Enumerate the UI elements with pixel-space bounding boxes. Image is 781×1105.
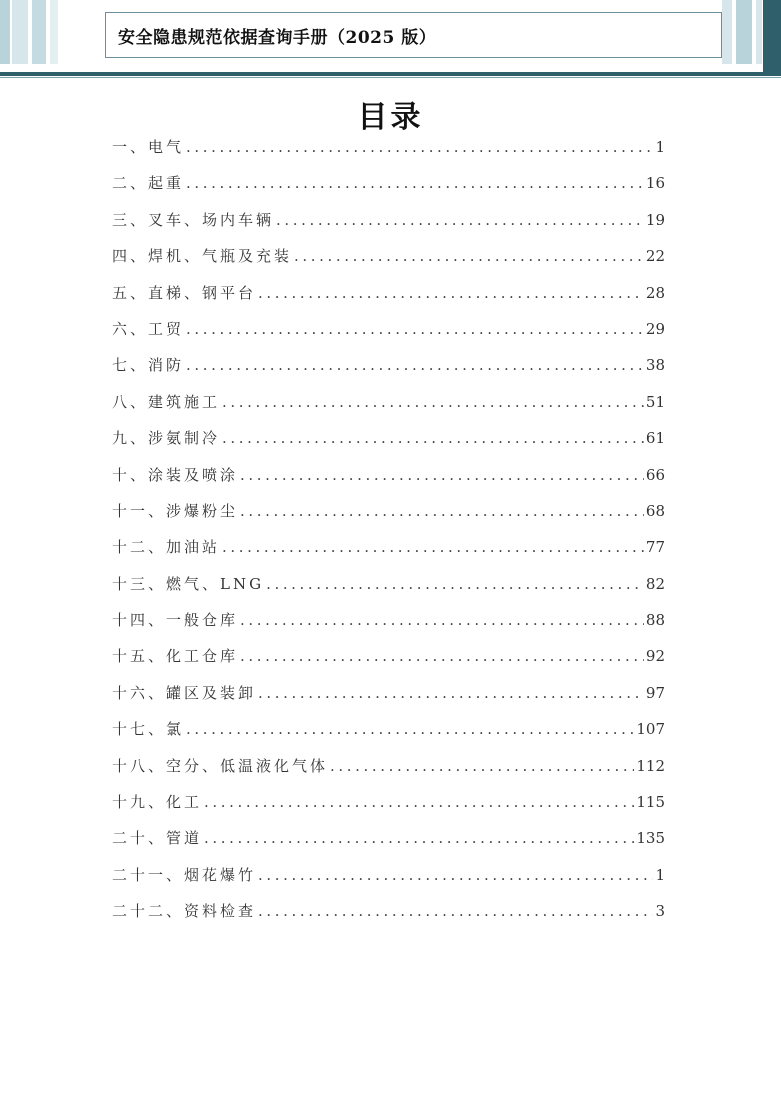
toc-entry-page: 115	[636, 793, 665, 812]
toc-entry[interactable]	[112, 755, 665, 791]
toc-dot-leader	[276, 211, 644, 229]
toc-entry[interactable]	[112, 682, 665, 718]
toc-entry-label: 二十、管道	[112, 829, 203, 848]
toc-entry[interactable]	[112, 427, 665, 463]
toc-entry[interactable]	[112, 391, 665, 427]
toc-dot-leader	[204, 793, 634, 811]
header-stripe-dark	[763, 0, 781, 76]
toc-entry-page: 28	[645, 283, 665, 302]
page-header	[0, 0, 781, 80]
toc-dot-leader	[186, 138, 653, 156]
header-stripe	[756, 0, 762, 64]
toc-entry-page: 16	[645, 174, 665, 193]
toc-entry[interactable]	[112, 900, 665, 936]
header-rule-thin	[0, 77, 781, 78]
toc-dot-leader	[186, 720, 634, 738]
toc-entry-page: 38	[645, 356, 665, 375]
toc-entry[interactable]	[112, 136, 665, 172]
toc-entry[interactable]	[112, 609, 665, 645]
toc-entry-page: 1	[655, 138, 665, 156]
toc-dot-leader	[258, 284, 644, 302]
header-stripe	[736, 0, 752, 64]
toc-dot-leader	[222, 429, 644, 447]
toc-entry-page: 22	[645, 247, 665, 266]
toc-entry[interactable]	[112, 500, 665, 536]
toc-heading: 目录	[357, 100, 424, 135]
toc-entry[interactable]	[112, 536, 665, 572]
header-stripe	[12, 0, 28, 64]
toc-entry-label: 二十一、烟花爆竹	[112, 865, 257, 884]
toc-entry-page: 3	[655, 902, 665, 921]
toc-entry-page: 68	[645, 501, 665, 520]
toc-dot-leader	[186, 174, 644, 192]
toc-entry[interactable]	[112, 827, 665, 863]
toc-dot-leader	[240, 502, 644, 520]
toc-entry-label: 三、叉车、场内车辆	[112, 210, 275, 229]
toc-entry[interactable]	[112, 282, 665, 318]
toc-dot-leader	[204, 829, 634, 847]
toc-dot-leader	[240, 466, 644, 484]
table-of-contents	[112, 136, 665, 937]
toc-dot-leader	[222, 538, 644, 556]
toc-entry-label: 六、工贸	[112, 319, 185, 338]
toc-dot-leader	[258, 902, 653, 920]
toc-entry-page: 61	[645, 429, 665, 448]
toc-entry-page: 1	[655, 865, 665, 884]
toc-dot-leader	[222, 393, 644, 411]
document-title-box	[105, 12, 722, 58]
toc-entry-page: 135	[636, 829, 665, 848]
toc-entry-label: 十六、罐区及装卸	[112, 683, 257, 702]
toc-entry-page: 29	[645, 319, 665, 338]
toc-dot-leader	[186, 356, 644, 374]
toc-entry-label: 十八、空分、低温液化气体	[112, 756, 329, 775]
toc-entry-label: 八、建筑施工	[112, 392, 221, 411]
toc-dot-leader	[258, 866, 653, 884]
toc-entry[interactable]	[112, 864, 665, 900]
toc-dot-leader	[294, 247, 644, 265]
toc-entry-page: 19	[645, 210, 665, 229]
toc-entry-page: 77	[645, 538, 665, 557]
toc-dot-leader	[186, 320, 644, 338]
toc-entry-label: 二、起重	[112, 174, 185, 193]
header-rule	[0, 72, 781, 76]
toc-entry[interactable]	[112, 464, 665, 500]
toc-entry[interactable]	[112, 172, 665, 208]
toc-entry-label: 十、涂装及喷涂	[112, 465, 239, 484]
toc-entry-page: 82	[645, 574, 665, 593]
toc-entry-page: 66	[645, 465, 665, 484]
toc-entry-page: 51	[645, 392, 665, 411]
toc-entry-label: 十五、化工仓库	[112, 647, 239, 666]
toc-entry-label: 九、涉氨制冷	[112, 429, 221, 448]
toc-entry-label: 十四、一般仓库	[112, 611, 239, 630]
toc-entry[interactable]	[112, 209, 665, 245]
toc-entry-page: 107	[636, 720, 665, 739]
toc-entry[interactable]	[112, 573, 665, 609]
toc-entry-page: 112	[636, 756, 665, 775]
toc-entry[interactable]	[112, 791, 665, 827]
toc-entry-label: 十三、燃气、LNG	[112, 574, 265, 593]
toc-entry-page: 97	[645, 683, 665, 702]
toc-dot-leader	[266, 575, 644, 593]
toc-entry-label: 十七、氯	[112, 720, 185, 739]
toc-entry-label: 五、直梯、钢平台	[112, 283, 257, 302]
header-stripe	[32, 0, 46, 64]
toc-entry[interactable]	[112, 354, 665, 390]
toc-entry[interactable]	[112, 318, 665, 354]
toc-entry-page: 92	[645, 647, 665, 666]
header-stripe	[722, 0, 732, 64]
toc-entry[interactable]	[112, 718, 665, 754]
header-stripe	[0, 0, 10, 64]
toc-entry[interactable]	[112, 645, 665, 681]
toc-entry-label: 十二、加油站	[112, 538, 221, 557]
toc-dot-leader	[258, 684, 644, 702]
toc-entry[interactable]	[112, 245, 665, 281]
header-stripe	[50, 0, 58, 64]
toc-entry-label: 四、焊机、气瓶及充装	[112, 247, 293, 266]
toc-entry-label: 十九、化工	[112, 793, 203, 812]
toc-entry-label: 二十二、资料检查	[112, 902, 257, 921]
document-title: 安全隐患规范依据查询手册（2025 版）	[118, 27, 437, 48]
toc-entry-label: 七、消防	[112, 356, 185, 375]
toc-dot-leader	[240, 647, 644, 665]
toc-dot-leader	[330, 757, 634, 775]
toc-entry-label: 一、电气	[112, 138, 185, 156]
toc-entry-page: 88	[645, 611, 665, 630]
toc-entry-label: 十一、涉爆粉尘	[112, 501, 239, 520]
toc-dot-leader	[240, 611, 644, 629]
